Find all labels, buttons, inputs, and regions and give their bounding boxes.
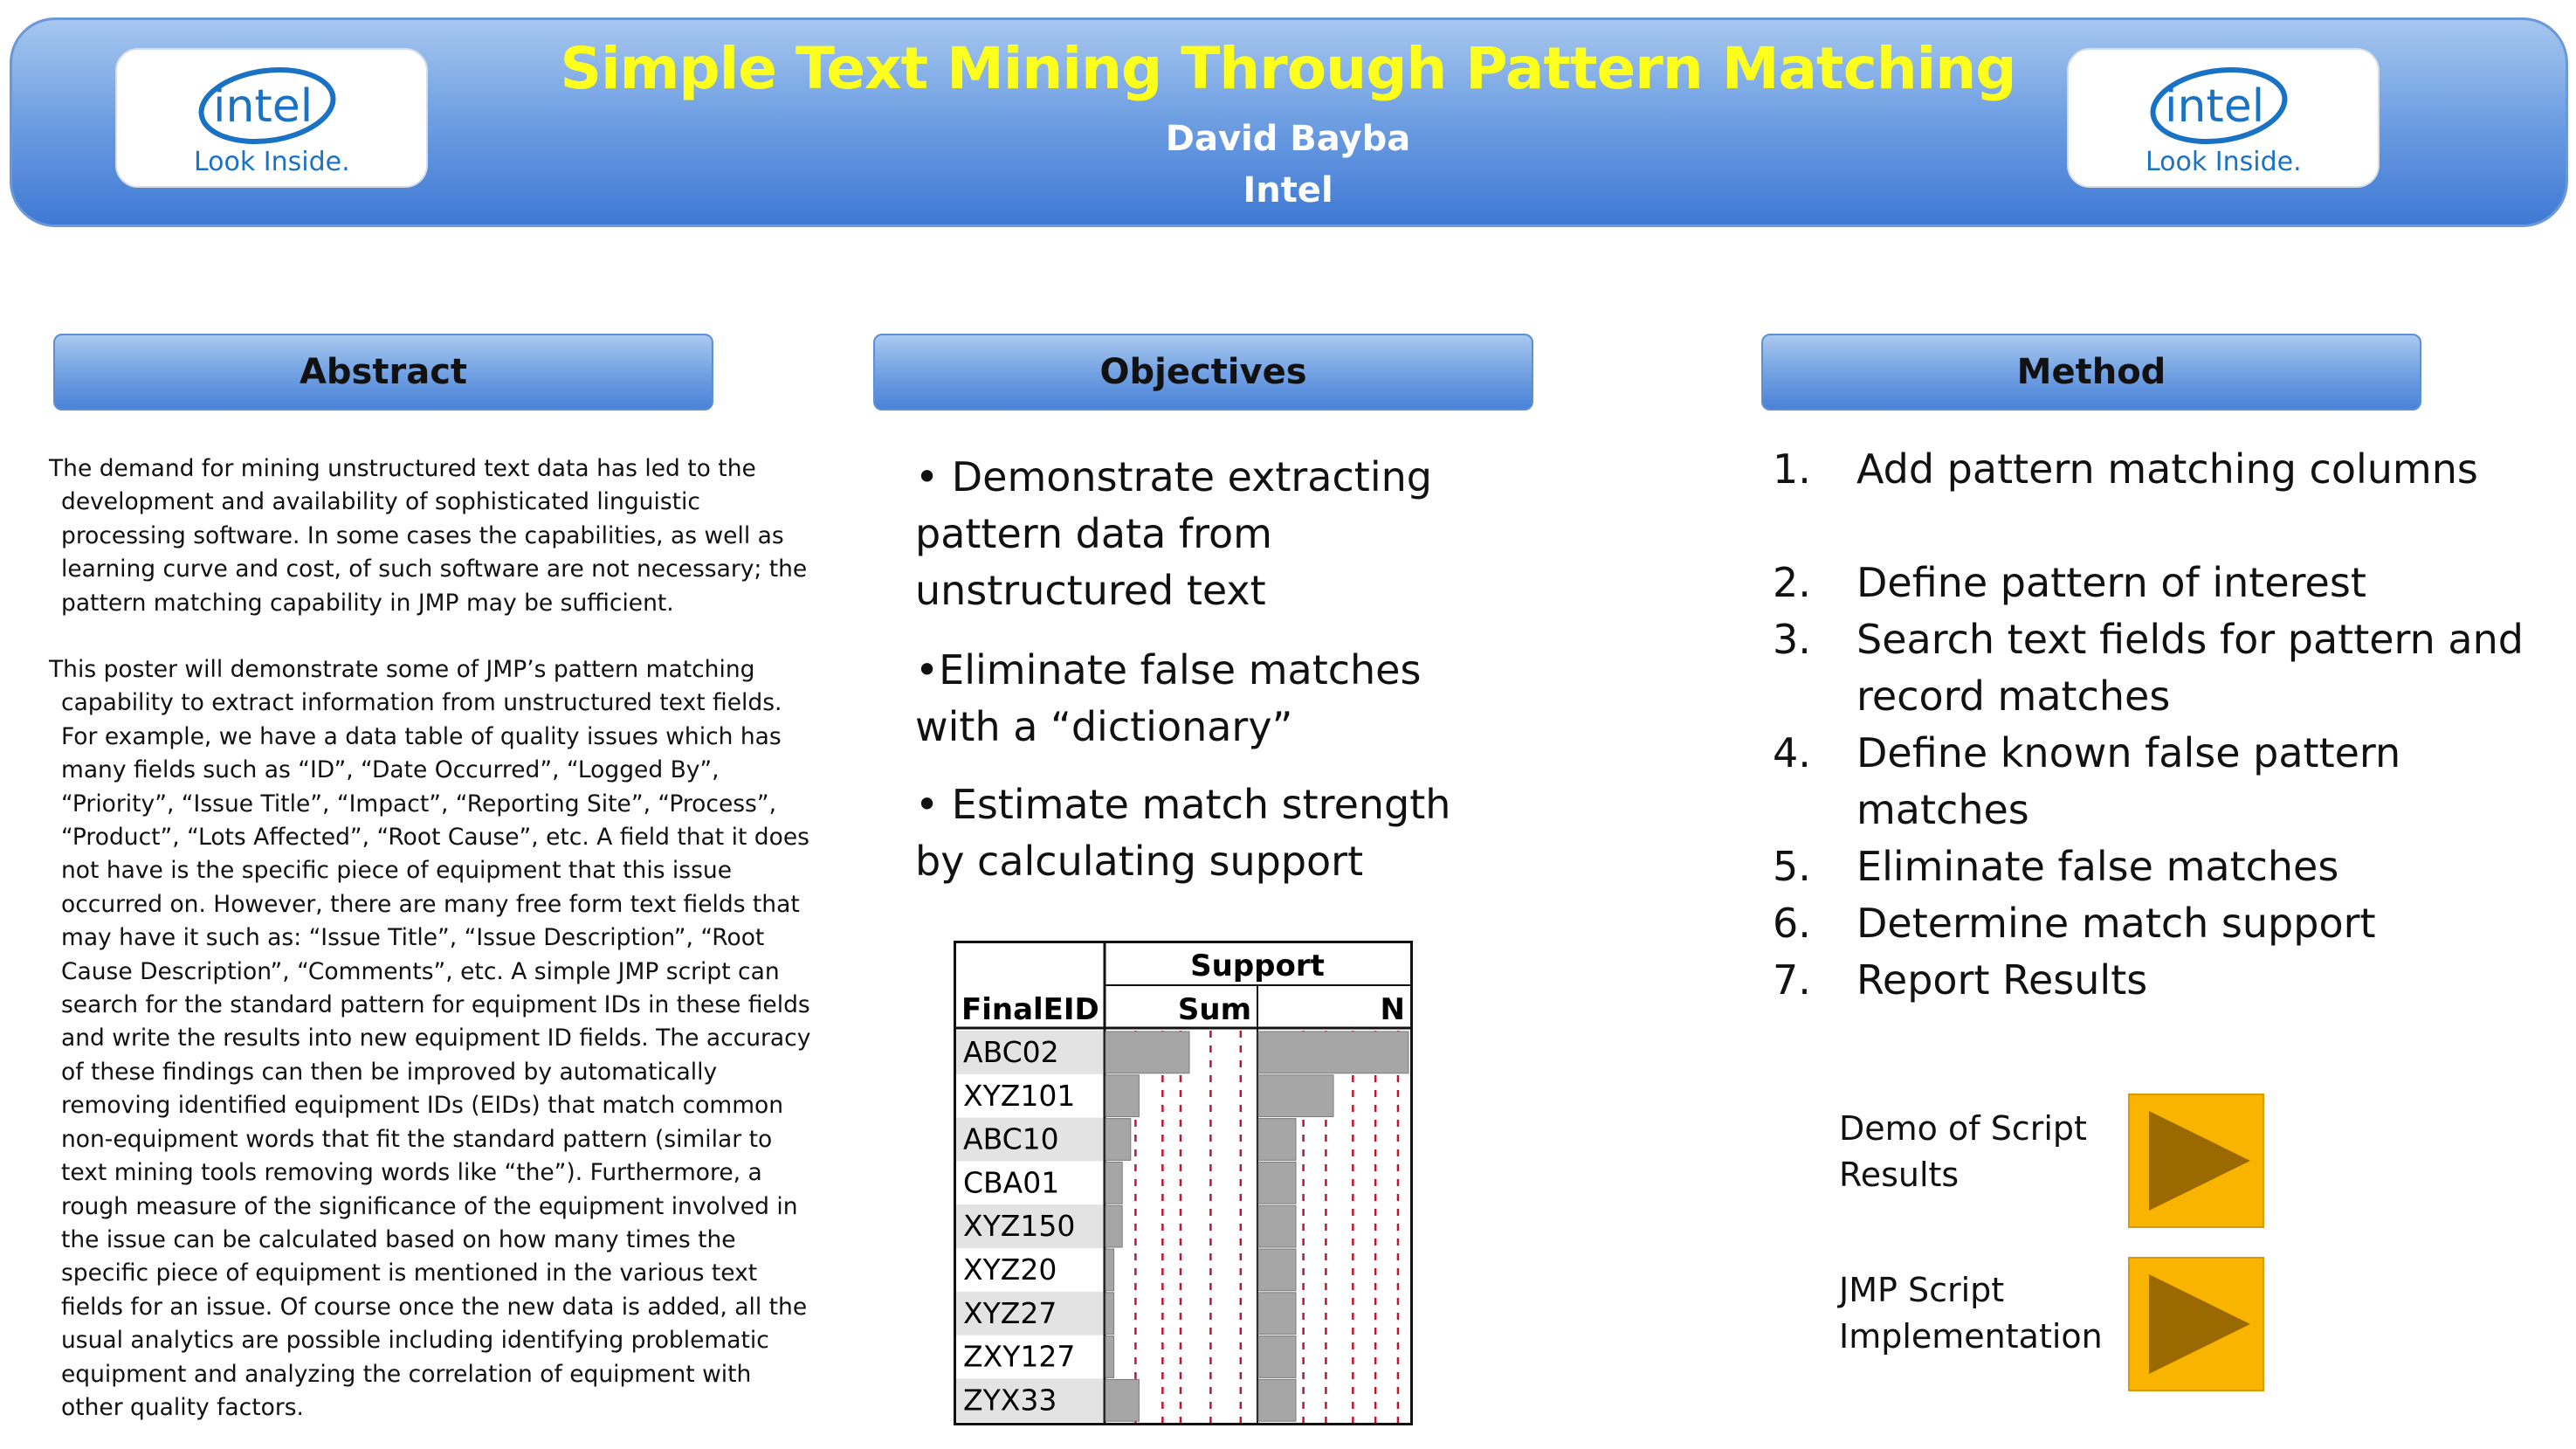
sum-bar [1105, 1249, 1114, 1291]
author-name: David Bayba [1165, 119, 1411, 159]
objective-item: •Eliminate false matches with a “dictionary” [915, 646, 1422, 750]
n-bar [1258, 1162, 1296, 1204]
section-method: Method [1761, 334, 2421, 411]
demo-results-play-button[interactable] [2128, 1094, 2264, 1228]
n-header: N [1380, 992, 1405, 1027]
n-bar [1258, 1379, 1296, 1421]
final-eid-cell: XYZ101 [963, 1078, 1076, 1113]
sum-header: Sum [1177, 992, 1251, 1027]
step-number: 5. [1773, 843, 1811, 890]
step-number: 7. [1773, 956, 1811, 1004]
sum-bar [1105, 1032, 1189, 1073]
sum-bar [1105, 1293, 1114, 1335]
sum-bar [1105, 1379, 1139, 1421]
step-text: Search text fields for pattern and record matches [1856, 616, 2524, 720]
affiliation: Intel [1243, 170, 1333, 210]
logo-tagline: Look Inside. [2146, 147, 2302, 177]
demo-label-line: Demo of Script [1839, 1109, 2087, 1148]
section-objectives: Objectives [873, 334, 1533, 411]
final-eid-cell: XYZ150 [963, 1209, 1076, 1244]
step-text: Define pattern of interest [1856, 559, 2366, 606]
logo-brand: intel [213, 80, 313, 133]
step-text: Determine match support [1856, 900, 2376, 947]
objective-item: • Estimate match strength by calculating support [915, 781, 1451, 885]
n-bar [1258, 1032, 1409, 1073]
demo-label-line: JMP Script [1839, 1271, 2005, 1309]
play-icon [2130, 1259, 2263, 1390]
final-eid-cell: ZXY127 [963, 1339, 1076, 1374]
jmp-script-play-button[interactable] [2128, 1257, 2264, 1391]
support-report-graph [956, 943, 1410, 1423]
demo-label-line: Implementation [1839, 1317, 2103, 1356]
play-icon [2130, 1095, 2263, 1226]
poster-title: Simple Text Mining Through Pattern Matching [560, 35, 2016, 102]
demo-results-label [1839, 1106, 2087, 1198]
final-eid-cell: CBA01 [963, 1165, 1060, 1200]
n-bar [1258, 1249, 1296, 1291]
support-header: Support [1190, 949, 1325, 983]
logo-tagline: Look Inside. [194, 147, 350, 177]
final-eid-header: FinalEID [961, 992, 1099, 1027]
final-eid-cell: ZYX33 [963, 1383, 1057, 1418]
final-eid-cell: ABC02 [963, 1035, 1059, 1069]
sum-bar [1105, 1336, 1114, 1378]
final-eid-cell: XYZ27 [963, 1295, 1057, 1330]
step-number: 1. [1773, 445, 1811, 493]
n-bar [1258, 1293, 1296, 1335]
abstract-paragraph: The demand for mining unstructured text data has led to the development and availability of sophisticated linguistic processing software. In some cases the capabilities, as well as learning curve and cost, of such software are not necessary; the pattern matching capability in JMP may be sufficient. [49, 455, 808, 617]
step-text: Add pattern matching columns [1856, 445, 2478, 493]
sum-bar [1105, 1205, 1122, 1247]
step-number: 3. [1773, 616, 1811, 663]
final-eid-cell: XYZ20 [963, 1252, 1057, 1287]
n-bar [1258, 1205, 1296, 1247]
objective-item: • Demonstrate extracting pattern data from unstructured text [915, 453, 1432, 614]
n-bar [1258, 1336, 1296, 1378]
step-number: 6. [1773, 900, 1811, 947]
jmp-script-label [1839, 1267, 2103, 1360]
abstract-paragraph: This poster will demonstrate some of JMP’s pattern matching capability to extract information from unstructured text fields. For example, we have a data table of quality issues which has many fields such as “ID”, “Date Occurred”, “Logged By”, “Priority”, “Issue Title”, “Impact”, “Reporting Site”, “Process”, “Product”, “Lots Affected”, “Root Cause”, etc. A field that it does not have is the specific piece of equipment that this issue occurred on. However, there are many free form text fields that may have it such as: “Issue Title”, “Issue Description”, “Root Cause Description”, “Comments”, etc. A simple JMP script can search for the standard pattern for equipment IDs in these fields and write the results into new equipment ID fields. The accuracy of these findings can then be improved by automatically removing identified equipment IDs (EIDs) that match common non-equipment words that fit the standard pattern (similar to text mining tools removing words like “the”). Furthermore, a rough measure of the significance of the equipment involved in the issue can be calculated based on how many times the specific piece of equipment is mentioned in the various text fields for an issue. Of course once the new data is added, all the usual analytics are possible including identifying problematic equipment and analyzing the correlation of equipment with other quality factors. [49, 656, 811, 1421]
sum-bar [1105, 1075, 1139, 1117]
n-bar [1258, 1119, 1296, 1161]
final-eid-cell: ABC10 [963, 1121, 1059, 1156]
step-number: 4. [1773, 729, 1811, 776]
sum-bar [1105, 1119, 1131, 1161]
demo-label-line: Results [1839, 1156, 1960, 1194]
step-text: Define known false pattern matches [1856, 729, 2401, 833]
logo-brand: intel [2165, 80, 2265, 133]
support-report-table [954, 941, 1413, 1425]
section-abstract: Abstract [53, 334, 713, 411]
step-text: Eliminate false matches [1856, 843, 2339, 890]
step-text: Report Results [1856, 956, 2148, 1004]
n-bar [1258, 1075, 1333, 1117]
step-number: 2. [1773, 559, 1811, 606]
sum-bar [1105, 1162, 1122, 1204]
